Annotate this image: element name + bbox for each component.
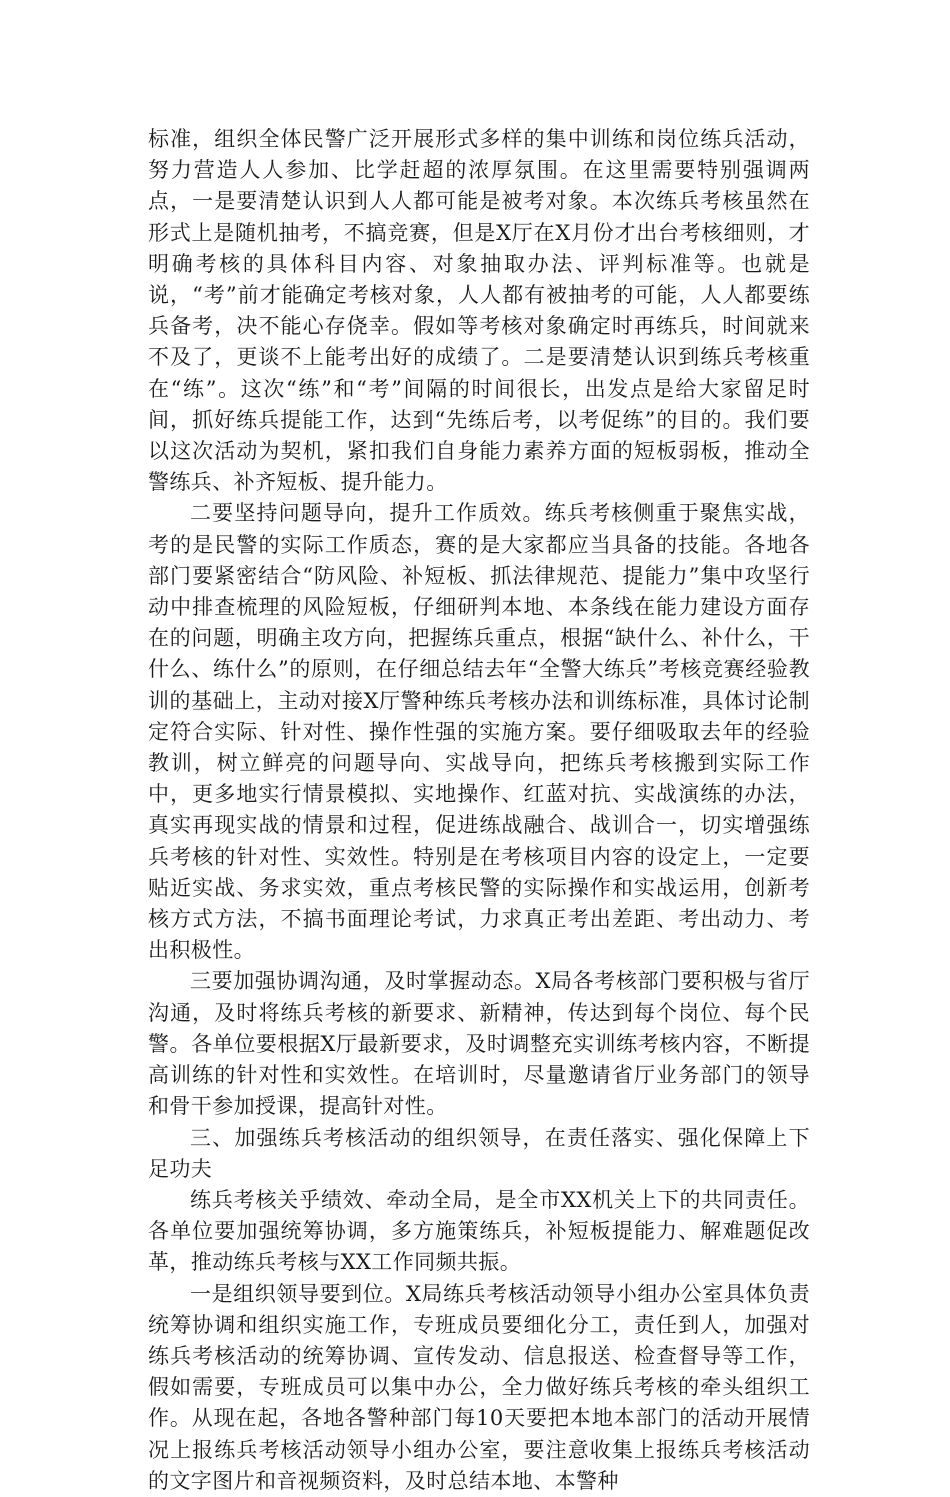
paragraph-coordination: 三要加强协调沟通，及时掌握动态。X局各考核部门要积极与省厅沟通，及时将练兵考核的新要求、新精神，传达到每个岗位、每个民警。各单位要根据X厅最新要求，及时调整充实训练考核内容，不断提高训练的针对性和实效性。在培训时，尽量邀请省厅业务部门的领导和骨干参加授课，提高针对性。 [148,969,810,1119]
section-heading-leadership: 三、加强练兵考核活动的组织领导，在责任落实、强化保障上下足功夫 [148,1125,810,1181]
paragraph-problem-orientation: 二要坚持问题导向，提升工作质效。练兵考核侧重于聚焦实战，考的是民警的实际工作质态，赛的是大家都应当具备的技能。各地各部门要紧密结合“防风险、补短板、抓法律规范、提能力”集中攻坚行动中排查梳理的风险短板，仔细研判本地、本条线在能力建设方面存在的问题，明确主攻方向，把握练兵重点，根据“缺什么、补什么，干什么、练什么”的原则，在仔细总结去年“全警大练兵”考核竞赛经验教训的基础上，主动对接X厅警种练兵考核办法和训练标准，具体讨论制定符合实际、针对性、操作性强的实施方案。要仔细吸取去年的经验教训，树立鲜亮的问题导向、实战导向，把练兵考核搬到实际工作中，更多地实行情景模拟、实地操作、红蓝对抗、实战演练的办法，真实再现实战的情景和过程，促进练战融合、战训合一，切实增强练兵考核的针对性、实效性。特别是在考核项目内容的设定上，一定要贴近实战、务求实效，重点考核民警的实际操作和实战运用，创新考核方式方法，不搞书面理论考试，力求真正考出差距、考出动力、考出积极性。 [148,501,810,963]
paragraph-continuation: 标准，组织全体民警广泛开展形式多样的集中训练和岗位练兵活动，努力营造人人参加、比学赶超的浓厚氛围。在这里需要特别强调两点，一是要清楚认识到人人都可能是被考对象。本次练兵考核虽然在形式上是随机抽考，不搞竞赛，但是X厅在X月份才出台考核细则，才明确考核的具体科目内容、对象抽取办法、评判标准等。也就是说，“考”前才能确定考核对象，人人都有被抽考的可能，人人都要练兵备考，决不能心存侥幸。假如等考核对象确定时再练兵，时间就来不及了，更谈不上能考出好的成绩了。二是要清楚认识到练兵考核重在“练”。这次“练”和“考”间隔的时间很长，出发点是给大家留足时间，抓好练兵提能工作，达到“先练后考，以考促练”的目的。我们要以这次活动为契机，紧扣我们自身能力素养方面的短板弱板，推动全警练兵、补齐短板、提升能力。 [148,127,810,495]
paragraph-organization: 一是组织领导要到位。X局练兵考核活动领导小组办公室具体负责统筹协调和组织实施工作，专班成员要细化分工，责任到人，加强对练兵考核活动的统筹协调、宣传发动、信息报送、检查督导等工作，假如需要，专班成员可以集中办公，全力做好练兵考核的牵头组织工作。从现在起，各地各警种部门每10天要把本地本部门的活动开展情况上报练兵考核活动领导小组办公室，要注意收集上报练兵考核活动的文字图片和音视频资料，及时总结本地、本警种 [148,1281,810,1493]
paragraph-shared-responsibility: 练兵考核关乎绩效、牵动全局，是全市XX机关上下的共同责任。各单位要加强统筹协调，多方施策练兵，补短板提能力、解难题促改革，推动练兵考核与XX工作同频共振。 [148,1187,810,1275]
document-body [148,124,810,1497]
